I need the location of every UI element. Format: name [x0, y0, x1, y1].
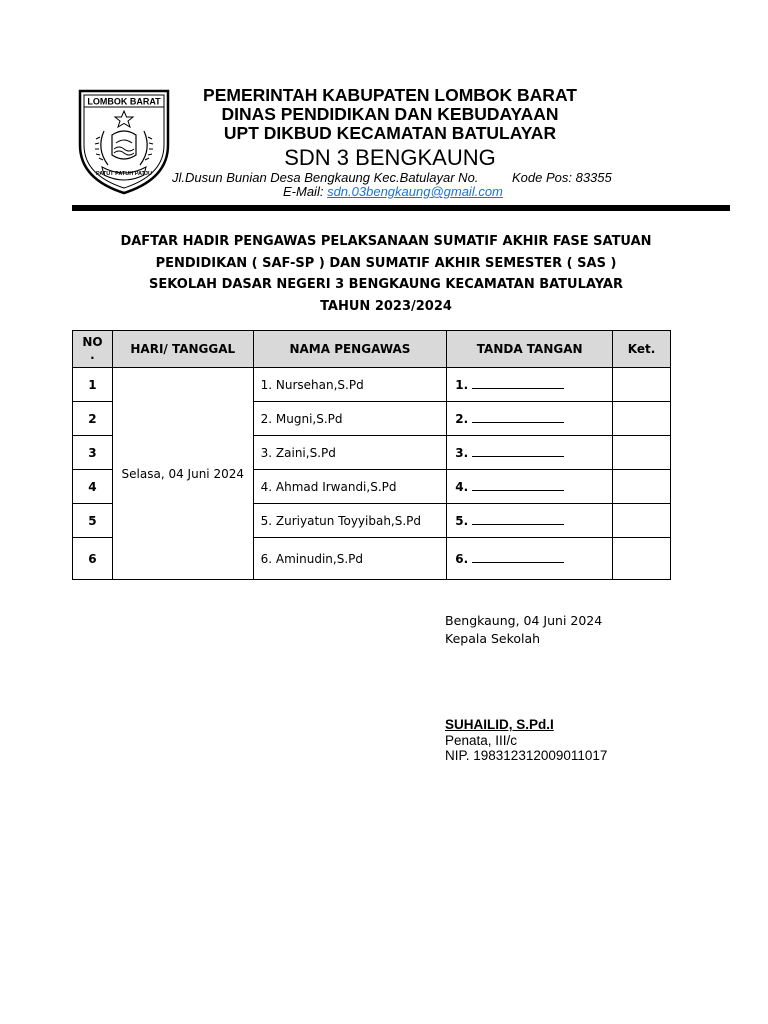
ket-cell[interactable]: [613, 436, 671, 470]
supervisor-name: 4. Ahmad Irwandi,S.Pd: [253, 470, 447, 504]
row-no: 4: [73, 470, 113, 504]
signature-number: 5.: [455, 513, 469, 528]
ket-cell[interactable]: [613, 470, 671, 504]
row-no: 3: [73, 436, 113, 470]
signature-line: [472, 514, 564, 525]
supervisor-name: 6. Aminudin,S.Pd: [253, 538, 447, 580]
signature-line: [472, 480, 564, 491]
signer-nip: NIP. 198312312009011017: [445, 748, 608, 763]
signature-cell[interactable]: [447, 402, 613, 436]
signature-number: 4.: [455, 479, 469, 494]
supervisor-name: 3. Zaini,S.Pd: [253, 436, 447, 470]
signature-cell[interactable]: [447, 470, 613, 504]
signer-rank: Penata, III/c: [445, 732, 518, 748]
signature-number: 2.: [455, 411, 469, 426]
row-no: 2: [73, 402, 113, 436]
signature-line: [472, 446, 564, 457]
signature-cell[interactable]: [447, 368, 613, 402]
table-header-row: [73, 331, 671, 368]
unit-name: UPT DIKBUD KECAMATAN BATULAYAR: [223, 123, 557, 143]
signature-number: 6.: [455, 551, 469, 566]
signer-block: [445, 717, 607, 764]
postcode: Kode Pos: 83355: [512, 170, 612, 185]
supervisor-name: 1. Nursehan,S.Pd: [253, 368, 447, 402]
letterhead: [150, 86, 630, 171]
signature-number: 1.: [455, 377, 469, 392]
table-row: [73, 368, 671, 402]
signature-cell[interactable]: [447, 538, 613, 580]
ket-cell[interactable]: [613, 504, 671, 538]
signature-number: 3.: [455, 445, 469, 460]
department-name: DINAS PENDIDIKAN DAN KEBUDAYAAN: [221, 104, 559, 124]
logo-text-top: LOMBOK BARAT: [87, 96, 161, 107]
supervisor-name: 5. Zuriyatun Toyyibah,S.Pd: [253, 504, 447, 538]
row-no: 6: [73, 538, 113, 580]
signature-cell[interactable]: [447, 504, 613, 538]
attendance-table: [72, 330, 671, 580]
row-no: 5: [73, 504, 113, 538]
header-ket: Ket.: [613, 331, 671, 368]
signature-line: [472, 552, 564, 563]
address-text: Jl.Dusun Bunian Desa Bengkaung Kec.Batulayar No.: [172, 170, 479, 185]
day-date-cell: Selasa, 04 Juni 2024: [112, 368, 253, 580]
header-no-dot: .: [90, 348, 95, 362]
signer-role: Kepala Sekolah: [445, 631, 541, 646]
signer-name: SUHAILID, S.Pd.I: [445, 717, 554, 732]
row-no: 1: [73, 368, 113, 402]
email-link[interactable]: sdn.03bengkaung@gmail.com: [327, 184, 503, 199]
place-date: Bengkaung, 04 Juni 2024: [445, 613, 603, 628]
header-no: [73, 331, 113, 368]
government-name: PEMERINTAH KABUPATEN LOMBOK BARAT: [203, 85, 577, 105]
ket-cell[interactable]: [613, 402, 671, 436]
title-line-4: TAHUN 2023/2024: [320, 298, 452, 314]
ket-cell[interactable]: [613, 368, 671, 402]
logo-text-bottom: PATUT PATUH PATJU: [96, 171, 152, 177]
signature-line: [472, 378, 564, 389]
title-line-1: DAFTAR HADIR PENGAWAS PELAKSANAAN SUMATIF AKHIR FASE SATUAN: [120, 234, 652, 249]
email-label: E-Mail:: [283, 184, 324, 199]
school-email: [283, 184, 503, 199]
title-line-2: PENDIDIKAN ( SAF-SP ) DAN SUMATIF AKHIR SEMESTER ( SAS ): [155, 255, 617, 271]
signature-cell[interactable]: [447, 436, 613, 470]
ket-cell[interactable]: [613, 538, 671, 580]
title-line-3: SEKOLAH DASAR NEGERI 3 BENGKAUNG KECAMATAN BATULAYAR: [149, 277, 623, 292]
document-title: [72, 231, 700, 317]
school-name: SDN 3 BENGKAUNG: [284, 145, 496, 170]
header-name: NAMA PENGAWAS: [253, 331, 447, 368]
header-no-label: NO: [82, 335, 103, 349]
header-signature: TANDA TANGAN: [447, 331, 613, 368]
school-address: [172, 170, 612, 185]
signature-line: [472, 412, 564, 423]
header-day: HARI/ TANGGAL: [112, 331, 253, 368]
supervisor-name: 2. Mugni,S.Pd: [253, 402, 447, 436]
letterhead-divider: [72, 205, 730, 211]
closing-block: [445, 612, 602, 648]
